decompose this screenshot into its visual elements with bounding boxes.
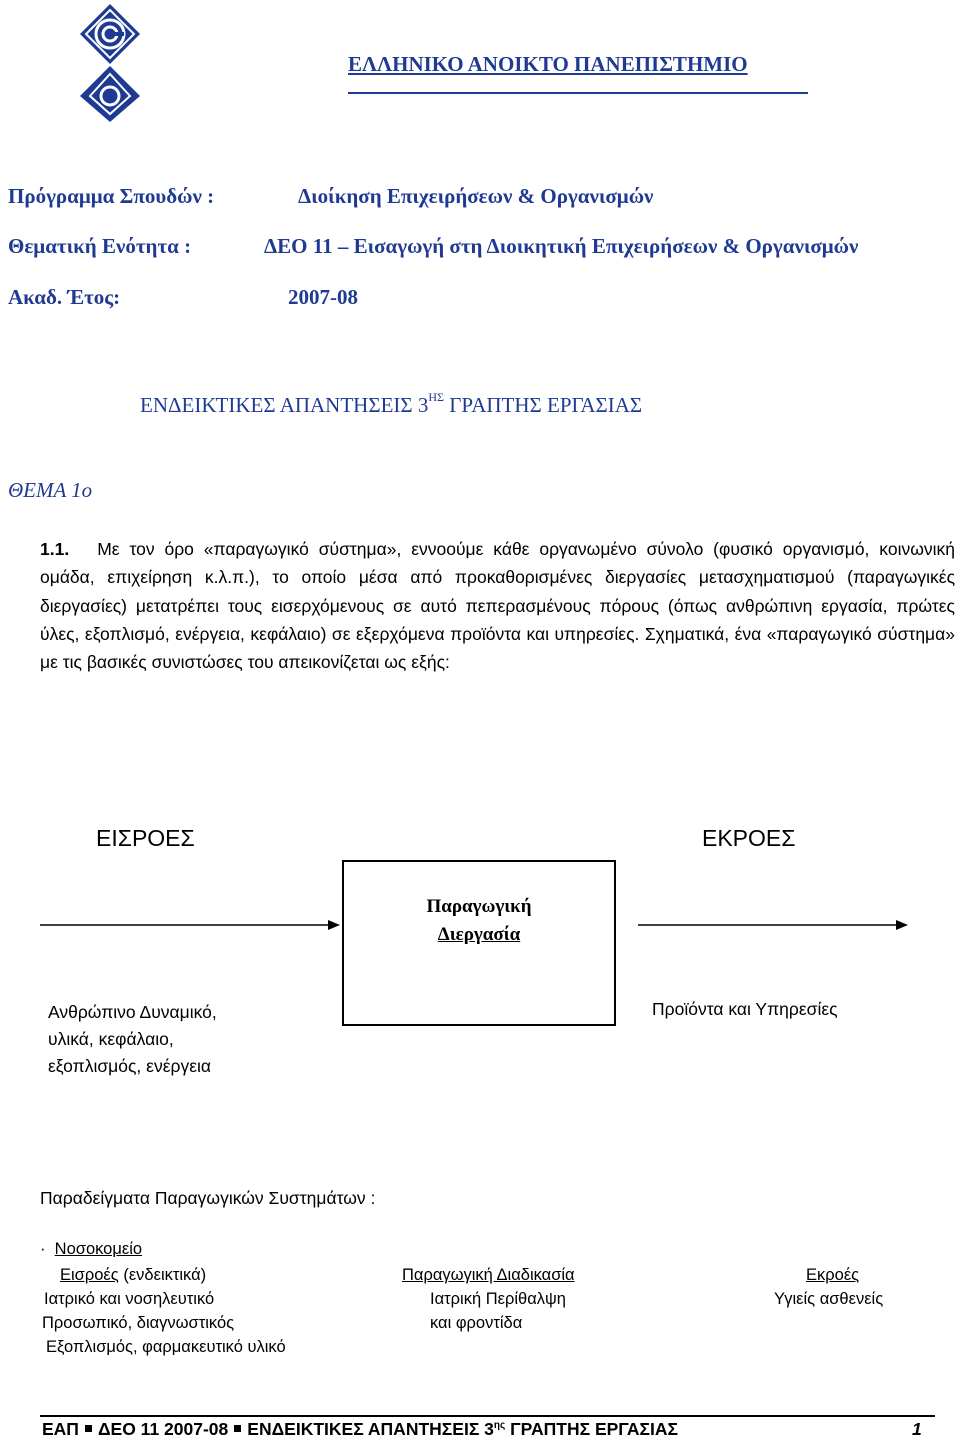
output-arrow	[638, 918, 908, 932]
example-inputs-line: Ιατρικό και νοσηλευτικό	[44, 1290, 215, 1308]
year-value: 2007-08	[288, 285, 358, 309]
example-item-name: Νοσοκομείο	[54, 1240, 143, 1258]
paragraph-number: 1.1.	[40, 539, 70, 559]
square-bullet-icon	[85, 1425, 92, 1432]
col-process-head: Παραγωγική Διαδικασία	[402, 1266, 575, 1284]
col-outputs-head: Εκροές	[806, 1266, 860, 1284]
outputs-description: Προϊόντα και Υπηρεσίες	[652, 999, 838, 1019]
footer-rule	[40, 1415, 935, 1417]
page-number: 1	[912, 1419, 922, 1439]
program-label: Πρόγραμμα Σπουδών :	[8, 184, 215, 208]
example-item-title	[40, 1240, 142, 1259]
paragraph-1-1	[40, 535, 955, 676]
process-line-2: Διεργασία	[437, 924, 521, 945]
inputs-line: Ανθρώπινο Δυναμικό,	[48, 1002, 217, 1022]
input-arrow	[40, 918, 340, 932]
unit-label: Θεματική Ενότητα :	[8, 234, 192, 258]
inputs-description	[48, 999, 217, 1080]
university-name: ΕΛΛΗΝΙΚΟ ΑΝΟΙΚΤΟ ΠΑΝΕΠΙΣΤΗΜΙΟ	[348, 52, 748, 76]
unit-value: ΔΕΟ 11 – Εισαγωγή στη Διοικητική Επιχειρήσεων & Οργανισμών	[264, 234, 859, 258]
square-bullet-icon	[234, 1425, 241, 1432]
examples-heading: Παραδείγματα Παραγωγικών Συστημάτων :	[40, 1188, 376, 1208]
outputs-heading: ΕΚΡΟΕΣ	[702, 825, 796, 851]
header-rule	[348, 92, 808, 94]
theme-heading: ΘΕΜΑ 1ο	[8, 478, 93, 502]
footer-text: ΕΑΠ ΔΕΟ 11 2007-08 ΕΝΔΕΙΚΤΙΚΕΣ ΑΠΑΝΤΗΣΕΙΣ $3^{\eta\varsigma}$ ΓΡΑΠΤΗΣ ΕΡΓΑΣΙΑΣ	[42, 1419, 679, 1439]
bullet-icon: ·	[40, 1240, 46, 1258]
program-value: Διοίκηση Επιχειρήσεων & Οργανισμών	[298, 184, 654, 208]
year-label: Ακαδ. Έτος:	[8, 285, 121, 309]
document-title: ΕΝΔΕΙΚΤΙΚΕΣ ΑΠΑΝΤΗΣΕΙΣ $3^{H\Sigma}$ ΓΡΑΠΤΗΣ ΕΡΓΑΣΙΑΣ	[140, 390, 643, 417]
example-inputs-line: Προσωπικό, διαγνωστικός	[42, 1314, 235, 1332]
process-label	[342, 893, 616, 949]
process-line-1: Παραγωγική	[426, 896, 532, 917]
inputs-line: εξοπλισμός, ενέργεια	[48, 1056, 212, 1076]
header-rule-bottom	[140, 120, 808, 123]
example-process-line: Ιατρική Περίθαλψη	[430, 1290, 566, 1308]
example-outputs-line: Υγιείς ασθενείς	[774, 1290, 884, 1308]
col-inputs-head: Εισροές (ενδεικτικά)	[60, 1266, 207, 1284]
example-process-line: και φροντίδα	[430, 1314, 523, 1332]
inputs-heading: ΕΙΣΡΟΕΣ	[96, 825, 195, 851]
paragraph-text: Με τον όρο «παραγωγικό σύστημα», εννοούμε κάθε οργανωμένο σύνολο (φυσικό οργανισμό, κοινωνική ομάδα, επιχείρηση κ.λ.π.), το οποίο μέσα από προκαθορισμένες διεργασίες μετασχηματισμού (παραγωγικές διεργασίες) μετατρέπει τους εισερχόμενους σε αυτό πεπερασμένους πόρους (όπως ανθρώπινη εργασία, πρώτες ύλες, εξοπλισμό, ενέργεια, κεφάλαιο) σε εξερχόμενα προϊόντα και υπηρεσίες. Σχηματικά, ένα «παραγωγικό σύστημα» με τις βασικές συνιστώσες του απεικονίζεται ως εξής:	[40, 539, 955, 673]
inputs-line: υλικά, κεφάλαιο,	[48, 1029, 174, 1049]
university-logo	[80, 4, 140, 122]
example-inputs-line: Εξοπλισμός, φαρμακευτικό υλικό	[46, 1338, 286, 1356]
